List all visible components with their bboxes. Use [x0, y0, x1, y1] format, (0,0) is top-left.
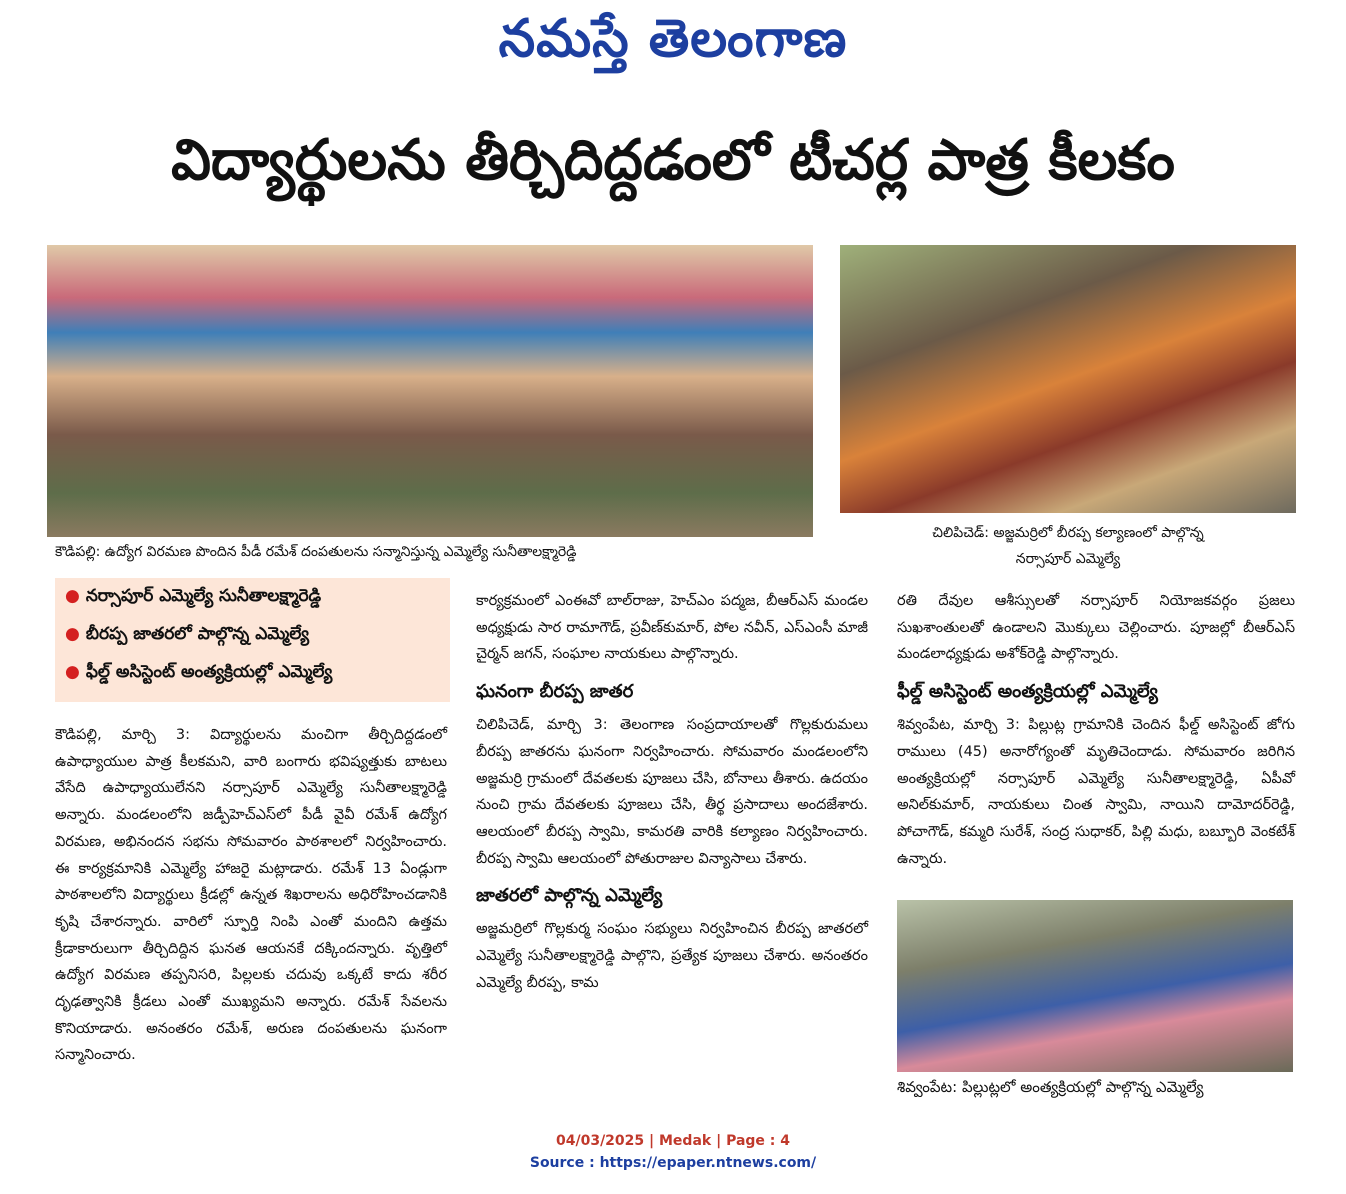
- bullet-icon: ●: [65, 624, 80, 644]
- photo-caption-left: కౌడిపల్లి: ఉద్యోగ విరమణ పొందిన పీడీ రమేశ్ దంపతులను సన్మానిస్తున్న ఎమ్మెల్యే సునీతాలక్ష్మారెడ్డి: [55, 544, 577, 560]
- highlight-item: ● నర్సాపూర్ ఎమ్మెల్యే సునీతాలక్ష్మారెడ్డి: [65, 586, 322, 606]
- photo-felicitation: [47, 245, 813, 537]
- section-subheading: జాతరలో పాల్గొన్న ఎమ్మెల్యే: [476, 885, 663, 907]
- highlight-item: ● బీరప్ప జాతరలో పాల్గొన్న ఎమ్మెల్యే: [65, 624, 310, 644]
- newspaper-masthead: నమస్తే తెలంగాణ: [498, 8, 848, 69]
- page-footer: [0, 1130, 1346, 1174]
- caption-line: నర్సాపూర్ ఎమ్మెల్యే: [1015, 551, 1121, 567]
- footer-date-line: 04/03/2025 | Medak | Page : 4: [555, 1133, 791, 1149]
- article-paragraph: చిలిపిచెడ్, మార్చి 3: తెలంగాణ సంప్రదాయాలతో గొల్లకురుమలు బీరప్ప జాతరను ఘనంగా నిర్వహించారు. సోమవారం మండలంలోని అజ్జమర్రి గ్రామంలో దేవతలకు పూజలు చేసి, బోనాలు తీశారు. ఉదయం నుంచి గ్రామ దేవతలకు పూజలు చేసి, తీర్థ ప్రసాదాలు అందజేశారు. ఆలయంలో బీరప్ప స్వామి, కామరతి వారికి కల్యాణం నిర్వహించారు. బీరప్ప స్వామి ఆలయంలో పోతురాజుల విన్యాసాలు చేశారు.: [476, 717, 868, 867]
- section-subheading: ఘనంగా బీరప్ప జాతర: [476, 681, 634, 703]
- highlight-item: ● ఫీల్డ్ అసిస్టెంట్ అంత్యక్రియల్లో ఎమ్మెల్యే: [65, 662, 333, 682]
- photo-caption-bottom: శివ్వంపేట: పిల్లుట్లలో అంత్యక్రియల్లో పాల్గొన్న ఎమ్మెల్యే: [897, 1078, 1204, 1096]
- photo-funeral: [897, 900, 1293, 1072]
- article-paragraph: శివ్వంపేట, మార్చి 3: పిల్లుట్ల గ్రామానికి చెందిన ఫీల్డ్ అసిస్టెంట్ జోగు రాములు (45) అనారోగ్యంతో మృతిచెందాడు. సోమవారం జరిగిన అంత్యక్రియల్లో నర్సాపూర్ ఎమ్మెల్యే సునీతాలక్ష్మారెడ్డి, ఏపీవో అనిల్‌కుమార్, నాయకులు చింత స్వామి, నాయిని దామోదర్‌రెడ్డి, పోచాగౌడ్, కమ్మరి సురేశ్, సంద్ర సుధాకర్, పిల్లి మధు, బబ్బూరి వెంకటేశ్ ఉన్నారు.: [897, 717, 1295, 867]
- article-paragraph: కార్యక్రమంలో ఎంఈవో బాల్‌రాజు, హెచ్ఎం పద్మజ, బీఆర్ఎస్ మండల అధ్యక్షుడు సార రామాగౌడ్, ప్రవీణ్‌కుమార్, పోల నవీన్, ఎస్ఎంసీ మాజీ చైర్మన్ జగన్, సంఘాల నాయకులు పాల్గొన్నారు.: [476, 593, 868, 663]
- photo-beerappa-kalyanam: [840, 245, 1296, 513]
- article-paragraph: అజ్జమర్రిలో గొల్లకుర్మ సంఘం సభ్యులు నిర్వహించిన బీరప్ప జాతరలో ఎమ్మెల్యే సునీతాలక్ష్మారెడ్డి పాల్గొని, ప్రత్యేక పూజలు చేశారు. అనంతరం ఎమ్మెల్యే బీరప్ప, కామ: [476, 921, 868, 991]
- article-paragraph: కౌడిపల్లి, మార్చి 3: విద్యార్థులను మంచిగా తీర్చిదిద్దడంలో ఉపాధ్యాయుల పాత్ర కీలకమని, వారి బంగారు భవిష్యత్తుకు బాటలు వేసేది ఉపాధ్యాయులేనని నర్సాపూర్ ఎమ్మెల్యే సునీతాలక్ష్మారెడ్డి అన్నారు. మండలంలోని జడ్పీహెచ్ఎస్‌లో పీడీ వైవీ రమేశ్ ఉద్యోగ విరమణ, అభినందన సభను సోమవారం పాఠశాలలో నిర్వహించారు. ఈ కార్యక్రమానికి ఎమ్మెల్యే హాజరై మట్లాడారు. రమేశ్ 13 ఏండ్లుగా పాఠశాలలోని విద్యార్థులు క్రీడల్లో ఉన్నత శిఖరాలను అధిరోహించడానికి కృషి చేశారన్నారు. వారిలో స్ఫూర్తి నింపి ఎంతో మందిని ఉత్తమ క్రీడాకారులుగా తీర్చిదిద్దిన ఘనత ఆయనకే దక్కిందన్నారు. వృత్తిలో ఉద్యోగ విరమణ తప్పనిసరి, పిల్లలకు చదువు ఒక్కటే కాదు శరీర దృఢత్వానికి క్రీడలు ఎంతో ముఖ్యమని అన్నారు. రమేశ్ సేవలను కొనియాడారు. అనంతరం రమేశ్, అరుణ దంపతులను ఘనంగా సన్మానించారు.: [55, 727, 447, 1064]
- footer-source-link[interactable]: Source : https://epaper.ntnews.com/: [529, 1155, 817, 1171]
- page-headline: విద్యార్థులను తీర్చిదిద్దడంలో టీచర్ల పాత్ర కీలకం: [171, 128, 1175, 193]
- article-column-2: [476, 588, 868, 996]
- highlights-box: [55, 578, 450, 702]
- bullet-icon: ●: [65, 662, 80, 682]
- section-subheading: ఫీల్డ్ అసిస్టెంట్ అంత్యక్రియల్లో ఎమ్మెల్యే: [897, 681, 1158, 703]
- article-column-3: [897, 588, 1295, 872]
- bullet-icon: ●: [65, 586, 80, 606]
- caption-line: చిలిపిచెడ్: అజ్జమర్రిలో బీరప్ప కల్యాణంలో పాల్గొన్న: [932, 525, 1204, 541]
- article-paragraph: రతి దేవుల ఆశీస్సులతో నర్సాపూర్ నియోజకవర్గం ప్రజలు సుఖశాంతులతో ఉండాలని మొక్కులు చెల్లించారు. పూజల్లో బీఆర్ఎస్ మండలాధ్యక్షుడు అశోక్‌రెడ్డి పాల్గొన్నారు.: [897, 593, 1295, 663]
- photo-caption-right: [840, 520, 1296, 572]
- article-column-1: [55, 722, 447, 1069]
